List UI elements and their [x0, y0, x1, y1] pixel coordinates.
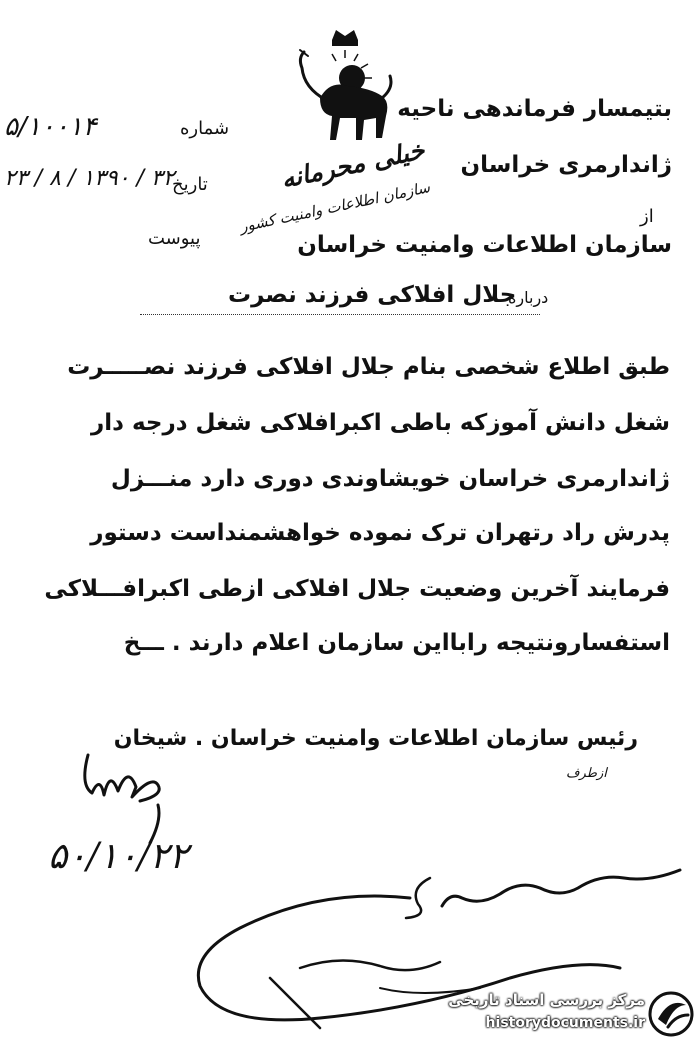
body-line: شغل دانش آموزکه باطی اکبرافلاکی شغل درجه دار: [91, 410, 670, 436]
recipient-line-2: ژاندارمری خراسان: [460, 152, 672, 178]
number-value: ۵/۱۰۰۱۴: [4, 112, 97, 142]
archive-watermark: [412, 987, 697, 1043]
stamp-organization: سازمان اطلاعات وامنیت کشور: [238, 178, 432, 236]
recipient-line-1: بتیمسار فرماندهی ناحیه: [397, 96, 672, 122]
watermark-title: مرکز بررسی اسناد تاریخی: [448, 991, 645, 1009]
signatory-title: رئیس سازمان اطلاعات وامنیت خراسان . شیخان: [113, 726, 638, 751]
confidential-stamp: خیلی محرمانه: [278, 135, 427, 194]
handwritten-date: ۵۰/۱۰/۲۲: [48, 836, 189, 877]
subject-underline: [140, 314, 540, 315]
number-label: شماره: [180, 118, 230, 139]
subject-label: درباره: [508, 288, 549, 307]
on-behalf-note: ازطرف: [566, 766, 607, 781]
attachment-label: پیوست: [148, 228, 201, 249]
watermark-url: historydocuments.ir: [485, 1015, 645, 1031]
date-value: ۲۳ / ۸ / ۱۳۹۰ / ۳۲: [4, 166, 175, 191]
archive-logo-icon: [648, 991, 694, 1037]
date-label: تاریخ: [172, 174, 208, 195]
lion-and-sun-emblem-icon: [290, 28, 400, 148]
body-line: پدرش راد رتهران ترک نموده خواهشمنداست دستور: [90, 520, 670, 546]
body-line: استفسارونتیجه رابااین سازمان اعلام دارند . ـــخ: [123, 630, 670, 656]
body-line: طبق اطلاع شخصی بنام جلال افلاکی فرزند نصـــــرت: [67, 354, 670, 380]
from-value: سازمان اطلاعات وامنیت خراسان: [297, 232, 672, 258]
handwritten-signature-icon: [70, 745, 180, 845]
from-label: از: [640, 206, 654, 227]
body-line: ژاندارمری خراسان خویشاوندی دوری دارد منـــزل: [110, 466, 670, 492]
subject-value: جلال افلاکی فرزند نصرت: [228, 282, 517, 308]
body-line: فرمایند آخرین وضعیت جلال افلاکی ازطی اکبرافـــلاکی: [44, 576, 670, 602]
